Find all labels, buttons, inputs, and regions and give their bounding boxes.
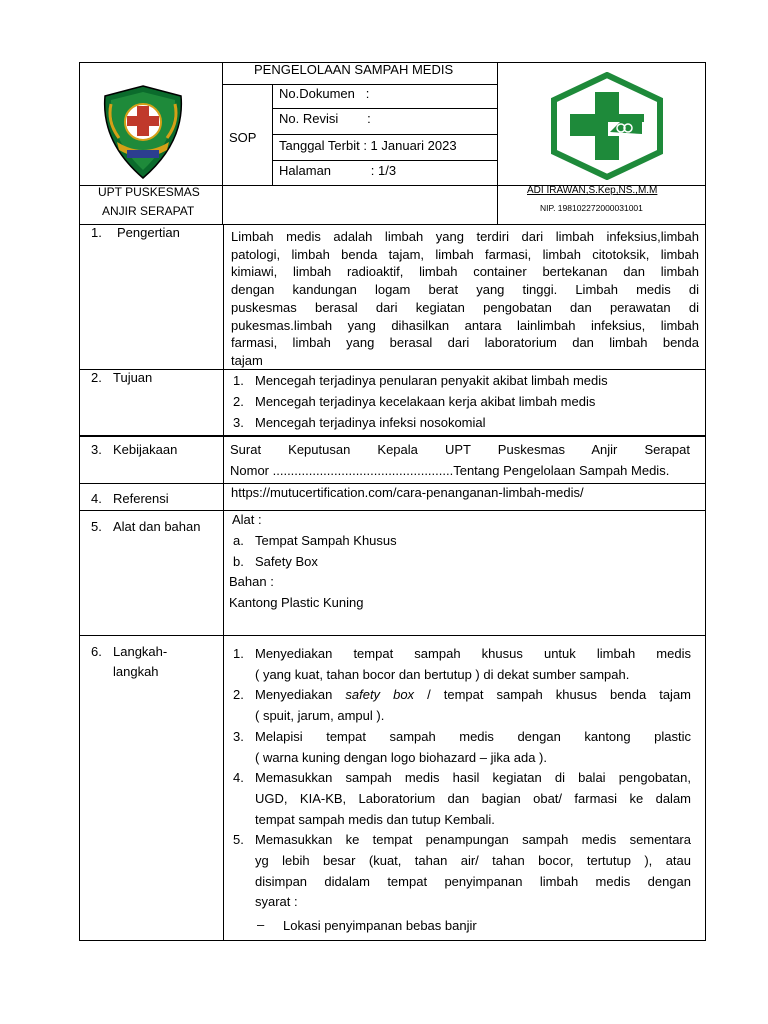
section-label-langkah-2: langkah bbox=[113, 664, 159, 679]
section-label-pengertian: Pengertian bbox=[117, 225, 180, 240]
section-number: 3. bbox=[91, 442, 102, 457]
section-label-tujuan: Tujuan bbox=[113, 370, 153, 385]
alat-label: Alat : bbox=[232, 512, 262, 527]
document-title: PENGELOLAAN SAMPAH MEDIS bbox=[254, 62, 454, 77]
row-langkah bbox=[79, 636, 706, 941]
list-number: a. bbox=[233, 533, 244, 548]
step-number: 5. bbox=[233, 832, 244, 848]
step-number: 4. bbox=[233, 770, 244, 786]
step-number: 1. bbox=[233, 646, 244, 661]
sub-list-item: Lokasi penyimpanan bebas banjir bbox=[283, 918, 477, 933]
section-label-langkah-1: Langkah- bbox=[113, 644, 168, 659]
puskesmas-emblem-icon bbox=[97, 82, 189, 182]
bahan-text: Kantong Plastic Kuning bbox=[229, 595, 364, 610]
pengertian-line: patologi, limbah benda tajam, limbah farmasi, limbah citotoksik, limbah bbox=[231, 246, 699, 262]
step-line: Melapisi tempat sampah medis dengan kantong plastic bbox=[255, 728, 691, 744]
step-line: ( spuit, jarum, ampul ). bbox=[255, 708, 385, 724]
kebijakaan-line2: Nomor ..................................................Tentang Pengelolaan Sampah Medis. bbox=[230, 463, 670, 478]
pengertian-line: farmasi, limbah yang berasal dari laboratorium dan limbah benda bbox=[231, 335, 699, 351]
step-line: disimpan didalam tempat penyimpanan limbah medis dengan bbox=[255, 873, 691, 889]
section-label-kebijakaan: Kebijakaan bbox=[113, 442, 178, 457]
section-number: 6. bbox=[91, 644, 102, 659]
reference-link[interactable]: https://mutucertification.com/cara-penanganan-limbah-medis/ bbox=[231, 485, 584, 500]
step-line: Memasukkan sampah medis hasil kegiatan di balai pengobatan, bbox=[255, 770, 691, 786]
list-number: 1. bbox=[233, 373, 244, 388]
list-item: Safety Box bbox=[255, 554, 318, 569]
org-name-line2: ANJIR SERAPAT bbox=[102, 204, 195, 218]
step-line-text: / tempat sampah khusus benda tajam bbox=[414, 687, 691, 703]
step-line: ( warna kuning dengan logo biohazard – jika ada ). bbox=[255, 749, 547, 765]
step-line: syarat : bbox=[255, 894, 298, 910]
list-number: b. bbox=[233, 554, 244, 569]
step-line bbox=[255, 687, 691, 702]
section-label-alat: Alat dan bahan bbox=[113, 519, 201, 534]
list-number: 2. bbox=[233, 394, 244, 409]
step-line: ( yang kuat, tahan bocor dan bertutup ) di dekat sumber sampah. bbox=[255, 666, 630, 682]
step-line: Menyediakan tempat sampah khusus untuk limbah medis bbox=[255, 646, 691, 661]
step-number: 3. bbox=[233, 728, 244, 744]
step-line-text: Menyediakan bbox=[255, 687, 346, 703]
step-number: 2. bbox=[233, 687, 244, 703]
pengertian-line: Limbah medis adalah limbah yang terdiri dari limbah infeksius,limbah bbox=[231, 229, 699, 244]
step-line: Memasukkan ke tempat penampungan sampah medis sementara bbox=[255, 832, 691, 848]
pengertian-line: puskesmas berasal dari kegiatan pengobatan dan perawatan di bbox=[231, 299, 699, 315]
section-number: 4. bbox=[91, 491, 102, 506]
dash-bullet: – bbox=[257, 917, 265, 932]
pengertian-line: kimiawi, limbah radioaktif, limbah container bertekanan dan limbah bbox=[231, 264, 699, 280]
revision-field: No. Revisi : bbox=[279, 111, 371, 126]
list-number: 3. bbox=[233, 415, 244, 430]
bahan-label: Bahan : bbox=[229, 574, 274, 589]
step-line: yg lebih besar (kuat, tahan air/ tahan bocor, tertutup ), atau bbox=[255, 853, 691, 868]
list-item: Mencegah terjadinya kecelakaan kerja akibat limbah medis bbox=[255, 394, 596, 409]
section-number: 1. bbox=[91, 225, 102, 240]
list-item: Mencegah terjadinya penularan penyakit akibat limbah medis bbox=[255, 373, 608, 388]
health-cross-logo-icon bbox=[548, 72, 666, 180]
issue-date-field: Tanggal Terbit : 1 Januari 2023 bbox=[279, 138, 457, 153]
section-number: 5. bbox=[91, 519, 102, 534]
signer-nip: NIP. 198102272000031001 bbox=[540, 203, 643, 213]
kebijakaan-line1: Surat Keputusan Kepala UPT Puskesmas Anjir Serapat bbox=[230, 442, 690, 457]
signer-name: ADI IRAWAN,S.Kep,NS.,M.M bbox=[527, 185, 658, 196]
sop-label: SOP bbox=[229, 130, 257, 145]
step-line: tempat sampah medis dan tutup Kembali. bbox=[255, 811, 495, 827]
page-field: Halaman : 1/3 bbox=[279, 163, 397, 178]
pengertian-line: tajam bbox=[231, 352, 263, 368]
section-label-referensi: Referensi bbox=[113, 491, 169, 506]
pengertian-line: pukesmas.limbah yang dihasilkan antara lainlimbah infeksius, limbah bbox=[231, 317, 699, 333]
section-number: 2. bbox=[91, 370, 102, 385]
list-item: Tempat Sampah Khusus bbox=[255, 533, 397, 548]
step-line: UGD, KIA-KB, Laboratorium dan bagian obat/ farmasi ke dalam bbox=[255, 790, 691, 806]
org-name-line1: UPT PUSKESMAS bbox=[98, 185, 200, 199]
doc-number-field: No.Dokumen : bbox=[279, 86, 370, 101]
pengertian-line: dengan kandungan logam berat yang tinggi. Limbah medis di bbox=[231, 282, 699, 298]
list-item: Mencegah terjadinya infeksi nosokomial bbox=[255, 415, 486, 430]
step-line-italic: safety box bbox=[345, 687, 415, 703]
